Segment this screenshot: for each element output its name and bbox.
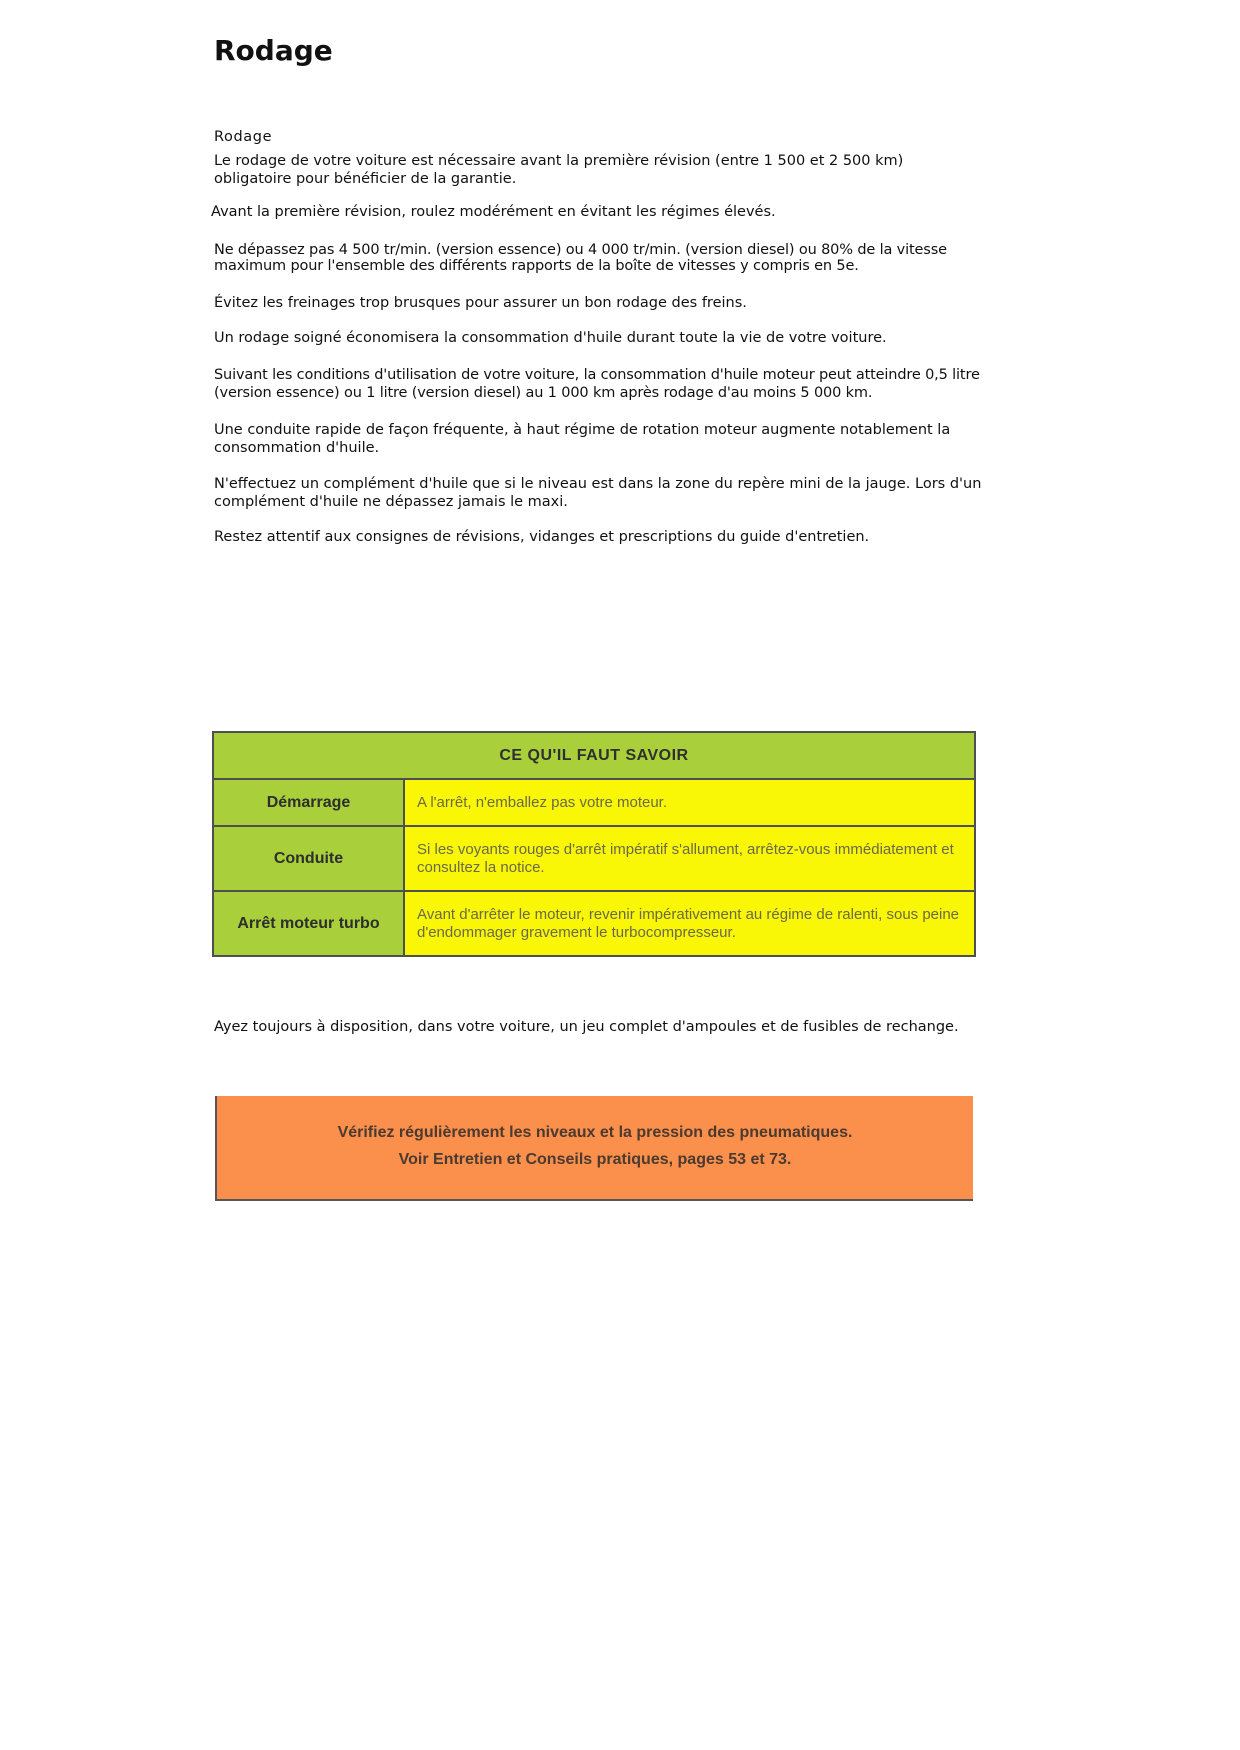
paragraph-service-guide: Restez attentif aux consignes de révisions, vidanges et prescriptions du guide d'entretien. xyxy=(214,529,870,545)
row-label-conduite: Conduite xyxy=(214,827,405,890)
row-text-arret-turbo: Avant d'arrêter le moteur, revenir impérativement au régime de ralenti, sous peine d'endommager gravement le turbocompresseur. xyxy=(405,892,974,955)
paragraph-oil-economy: Un rodage soigné économisera la consommation d'huile durant toute la vie de votre voiture. xyxy=(214,330,887,346)
table-row xyxy=(214,827,974,892)
page-title: Rodage xyxy=(214,34,333,67)
info-table xyxy=(212,731,976,957)
paragraph-brakes: Évitez les freinages trop brusques pour assurer un bon rodage des freins. xyxy=(214,295,747,311)
paragraph-oil-topup: N'effectuez un complément d'huile que si le niveau est dans la zone du repère mini de la jauge. Lors d'un complément d'huile ne dépassez jamais le maxi. xyxy=(214,476,982,510)
paragraph-fast-driving: Une conduite rapide de façon fréquente, à haut régime de rotation moteur augmente notablement la consommation d'huile. xyxy=(214,422,951,456)
paragraph-rpm-limit: Ne dépassez pas 4 500 tr/min. (version essence) ou 4 000 tr/min. (version diesel) ou 80% de la vitesse maximum pour l'ensemble des différents rapports de la boîte de vitesses y compris en 5e. xyxy=(214,242,947,274)
row-text-demarrage: A l'arrêt, n'emballez pas votre moteur. xyxy=(405,780,974,825)
table-row xyxy=(214,892,974,955)
notice-line-1: Vérifiez régulièrement les niveaux et la pression des pneumatiques. xyxy=(337,1124,853,1141)
row-label-arret-turbo: Arrêt moteur turbo xyxy=(214,892,405,955)
section-subheading: Rodage xyxy=(214,129,273,145)
notice-line-2: Voir Entretien et Conseils pratiques, pages 53 et 73. xyxy=(398,1151,792,1168)
paragraph-oil-consumption: Suivant les conditions d'utilisation de votre voiture, la consommation d'huile moteur peut atteindre 0,5 litre (version essence) ou 1 litre (version diesel) au 1 000 km après rodage d'au moins 5 000 km. xyxy=(214,367,980,401)
table-row xyxy=(214,780,974,827)
paragraph-spare-bulbs: Ayez toujours à disposition, dans votre voiture, un jeu complet d'ampoules et de fusibles de rechange. xyxy=(214,1019,959,1035)
paragraph-intro: Le rodage de votre voiture est nécessaire avant la première révision (entre 1 500 et 2 500 km) obligatoire pour bénéficier de la garantie. xyxy=(214,153,904,187)
row-text-conduite: Si les voyants rouges d'arrêt impératif s'allument, arrêtez-vous immédiatement et consultez la notice. xyxy=(405,827,974,890)
orange-notice-box xyxy=(215,1096,973,1201)
row-label-demarrage: Démarrage xyxy=(214,780,405,825)
paragraph-moderate-driving: Avant la première révision, roulez modérément en évitant les régimes élevés. xyxy=(211,204,776,220)
info-table-header: CE QU'IL FAUT SAVOIR xyxy=(214,733,974,780)
